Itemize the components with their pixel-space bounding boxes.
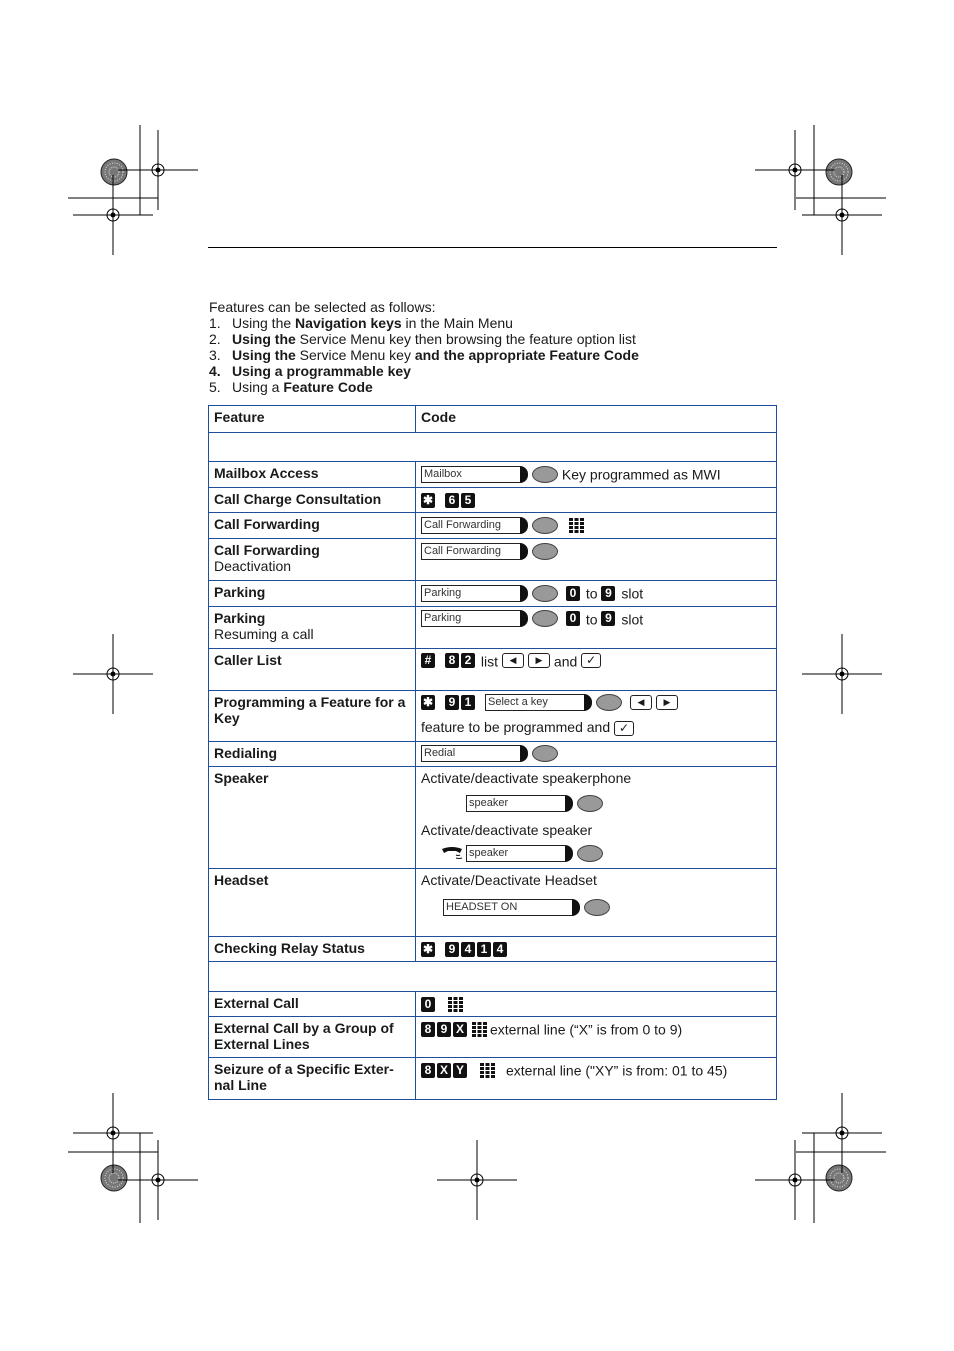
table-header-row <box>209 406 777 433</box>
display-key: HEADSET ON <box>443 899 572 916</box>
display-key: Mailbox <box>421 466 520 483</box>
keypad-icon <box>472 1022 487 1037</box>
checkmark-icon: ✓ <box>614 721 634 736</box>
key: 5 <box>461 493 475 508</box>
display-key: Call Forwarding <box>421 517 520 534</box>
display-key: speaker <box>466 795 565 812</box>
table-section-row <box>209 962 777 992</box>
keypad-icon <box>448 997 463 1012</box>
table-row: External Call by a Group of External Lines 8 9 X external line (“X” is from 0 to 9) <box>209 1017 777 1058</box>
table-row: Seizure of a Specific Exter-nal Line 8 X Y external line ("XY” is from: 01 to 45) <box>209 1058 777 1100</box>
intro-item: 1. Using the Navigation keys in the Main Menu <box>209 315 513 331</box>
key: 6 <box>445 493 459 508</box>
softkey-icon <box>532 585 558 602</box>
table-row: Redialing Redial <box>209 741 777 767</box>
softkey-icon <box>532 543 558 560</box>
arrow-left-icon: ◀ <box>630 695 652 710</box>
display-key: speaker <box>466 845 565 862</box>
table-row: Parking Parking 0 to 9 slot <box>209 580 777 606</box>
softkey-icon <box>596 694 622 711</box>
softkey-icon <box>577 845 603 862</box>
table-row: Mailbox Access Mailbox Key programmed as MWI <box>209 462 777 488</box>
table-row: Checking Relay Status ✱ 9 4 1 4 <box>209 937 777 962</box>
intro-item: 3. Using the Service Menu key and the appropriate Feature Code <box>209 347 639 363</box>
softkey-icon <box>584 899 610 916</box>
keypad-icon <box>569 518 584 533</box>
softkey-icon <box>577 795 603 812</box>
table-row: Call Charge Consultation ✱ 6 5 <box>209 487 777 512</box>
display-key: Select a key <box>485 694 584 711</box>
softkey-icon <box>532 517 558 534</box>
handset-icon <box>441 846 463 860</box>
feature-table <box>208 405 777 1100</box>
checkmark-icon: ✓ <box>581 653 601 668</box>
table-row: Headset Activate/Deactivate Headset HEADSET ON <box>209 869 777 937</box>
intro-item: 2. Using the Service Menu key then browsing the feature option list <box>209 331 636 347</box>
table-row: Speaker Activate/deactivate speakerphone speaker Activate/deactivate speaker speaker <box>209 767 777 869</box>
header-code: Code <box>416 406 777 433</box>
display-key: Parking <box>421 585 520 602</box>
softkey-icon <box>532 466 558 483</box>
table-row: Programming a Feature for a Key ✱ 9 1 Select a key ◀ ▶ feature to be programmed and ✓ <box>209 690 777 741</box>
arrow-right-icon: ▶ <box>656 695 678 710</box>
softkey-icon <box>532 745 558 762</box>
display-key: Call Forwarding <box>421 543 520 560</box>
softkey-icon <box>532 610 558 627</box>
table-row: Call Forwarding Call Forwarding <box>209 512 777 538</box>
key: ✱ <box>422 492 434 507</box>
arrow-left-icon: ◀ <box>502 653 524 668</box>
display-key: Parking <box>421 610 520 627</box>
header-feature: Feature <box>209 406 416 433</box>
intro-block <box>209 299 639 395</box>
intro-item: 4. Using a programmable key <box>209 363 411 379</box>
table-row: Caller List # 8 2 list ◀ ▶ and ✓ <box>209 648 777 690</box>
intro-lead: Features can be selected as follows: <box>209 299 436 315</box>
table-row: Call Forwarding Deactivation Call Forwarding <box>209 538 777 580</box>
table-row: Parking Resuming a call Parking 0 to 9 slot <box>209 606 777 648</box>
table-row: External Call 0 <box>209 992 777 1017</box>
keypad-icon <box>480 1063 495 1078</box>
table-section-row <box>209 433 777 462</box>
display-key: Redial <box>421 745 520 762</box>
arrow-right-icon: ▶ <box>528 653 550 668</box>
header-rule <box>208 247 777 248</box>
intro-item: 5. Using a Feature Code <box>209 379 373 395</box>
